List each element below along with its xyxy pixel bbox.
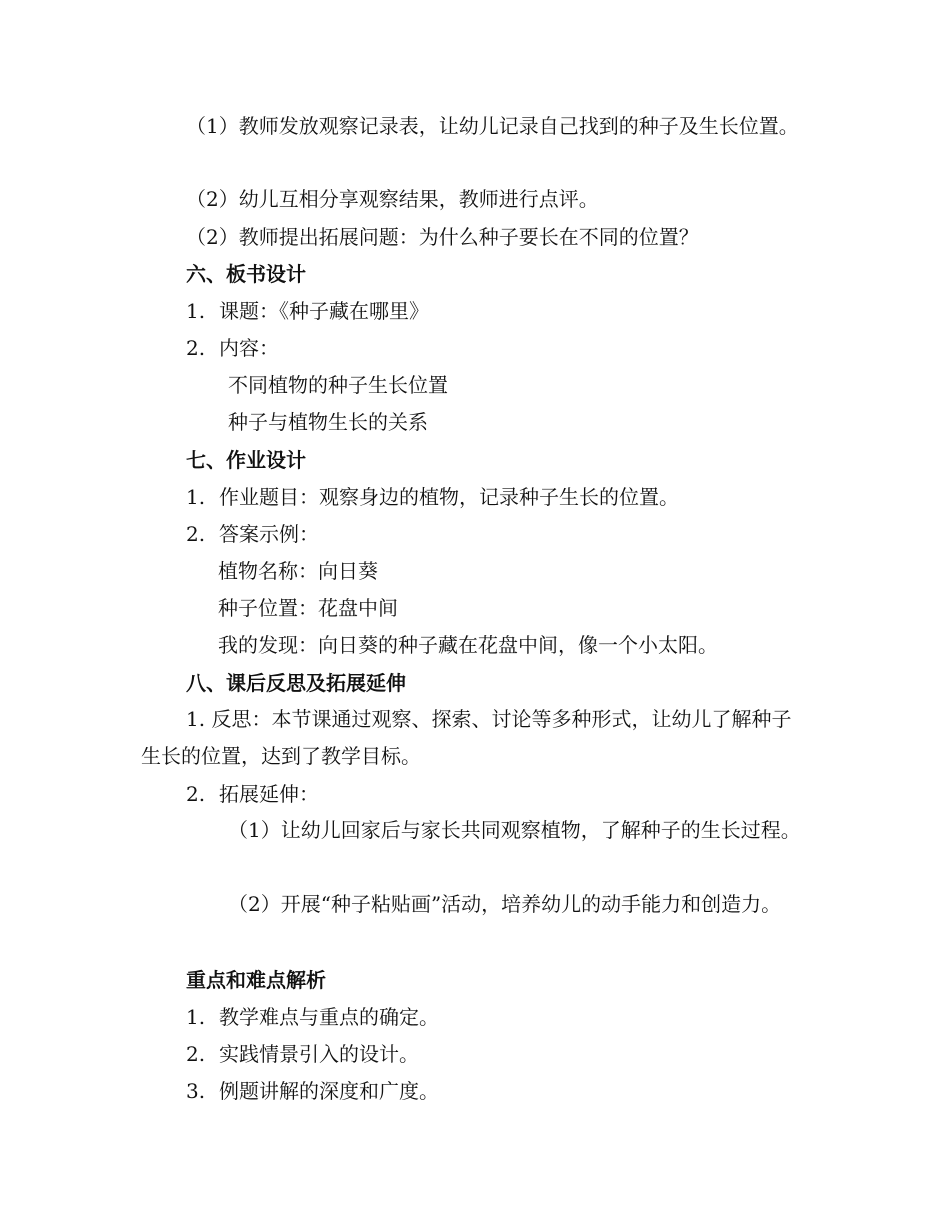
list-item: [186, 484, 679, 510]
list-text: 拓展延伸：: [219, 782, 319, 806]
paragraph-extend-question: （2）教师提出拓展问题：为什么种子要长在不同的位置？: [186, 225, 699, 249]
list-item: [186, 1078, 439, 1104]
list-number: 3.: [186, 1079, 206, 1103]
list-text: 例题讲解的深度和广度。: [219, 1079, 439, 1103]
list-text: 教学难点与重点的确定。: [219, 1005, 439, 1029]
list-text: 作业题目：观察身边的植物，记录种子生长的位置。: [219, 485, 679, 509]
list-text: 实践情景引入的设计。: [219, 1042, 419, 1066]
heading-section-7: 七、作业设计: [186, 448, 306, 472]
list-number: 1.: [186, 485, 206, 509]
heading-section-8: 八、课后反思及拓展延伸: [186, 671, 406, 695]
list-text: 课题：《种子藏在哪里》: [219, 299, 429, 323]
heading-key-points: 重点和难点解析: [186, 968, 326, 992]
paragraph-sub-2: （2）开展“种子粘贴画”活动，培养幼儿的动手能力和创造力。: [228, 892, 782, 916]
list-number: 1.: [186, 299, 206, 323]
list-text: 答案示例：: [219, 522, 319, 546]
heading-section-6: 六、板书设计: [186, 262, 306, 286]
list-item: [186, 1041, 419, 1067]
list-number: 1.: [186, 1005, 206, 1029]
list-number: 2.: [186, 336, 206, 360]
answer-line: 种子位置：花盘中间: [218, 596, 398, 620]
answer-line: 植物名称：向日葵: [218, 559, 378, 583]
paragraph-sub-1: （1）让幼儿回家后与家长共同观察植物，了解种子的生长过程。: [228, 818, 801, 842]
list-item: [186, 1004, 439, 1030]
content-line: 种子与植物生长的关系: [228, 410, 428, 434]
paragraph-observe-record: （1）教师发放观察记录表，让幼儿记录自己找到的种子及生长位置。: [186, 114, 799, 138]
list-number: 2.: [186, 1042, 206, 1066]
paragraph-share: （2）幼儿互相分享观察结果，教师进行点评。: [186, 187, 599, 211]
list-item: [186, 521, 319, 547]
content-line: 不同植物的种子生长位置: [228, 373, 448, 397]
list-item: [186, 335, 279, 361]
list-text: 内容：: [219, 336, 279, 360]
list-number: 2.: [186, 782, 206, 806]
paragraph-reflection: 1. 反思：本节课通过观察、探索、讨论等多种形式，让幼儿了解种子生长的位置，达到了教学目标。: [141, 707, 792, 768]
list-item: [186, 298, 429, 324]
answer-line: 我的发现：向日葵的种子藏在花盘中间，像一个小太阳。: [218, 633, 718, 657]
list-item: [186, 781, 319, 807]
list-number: 2.: [186, 522, 206, 546]
